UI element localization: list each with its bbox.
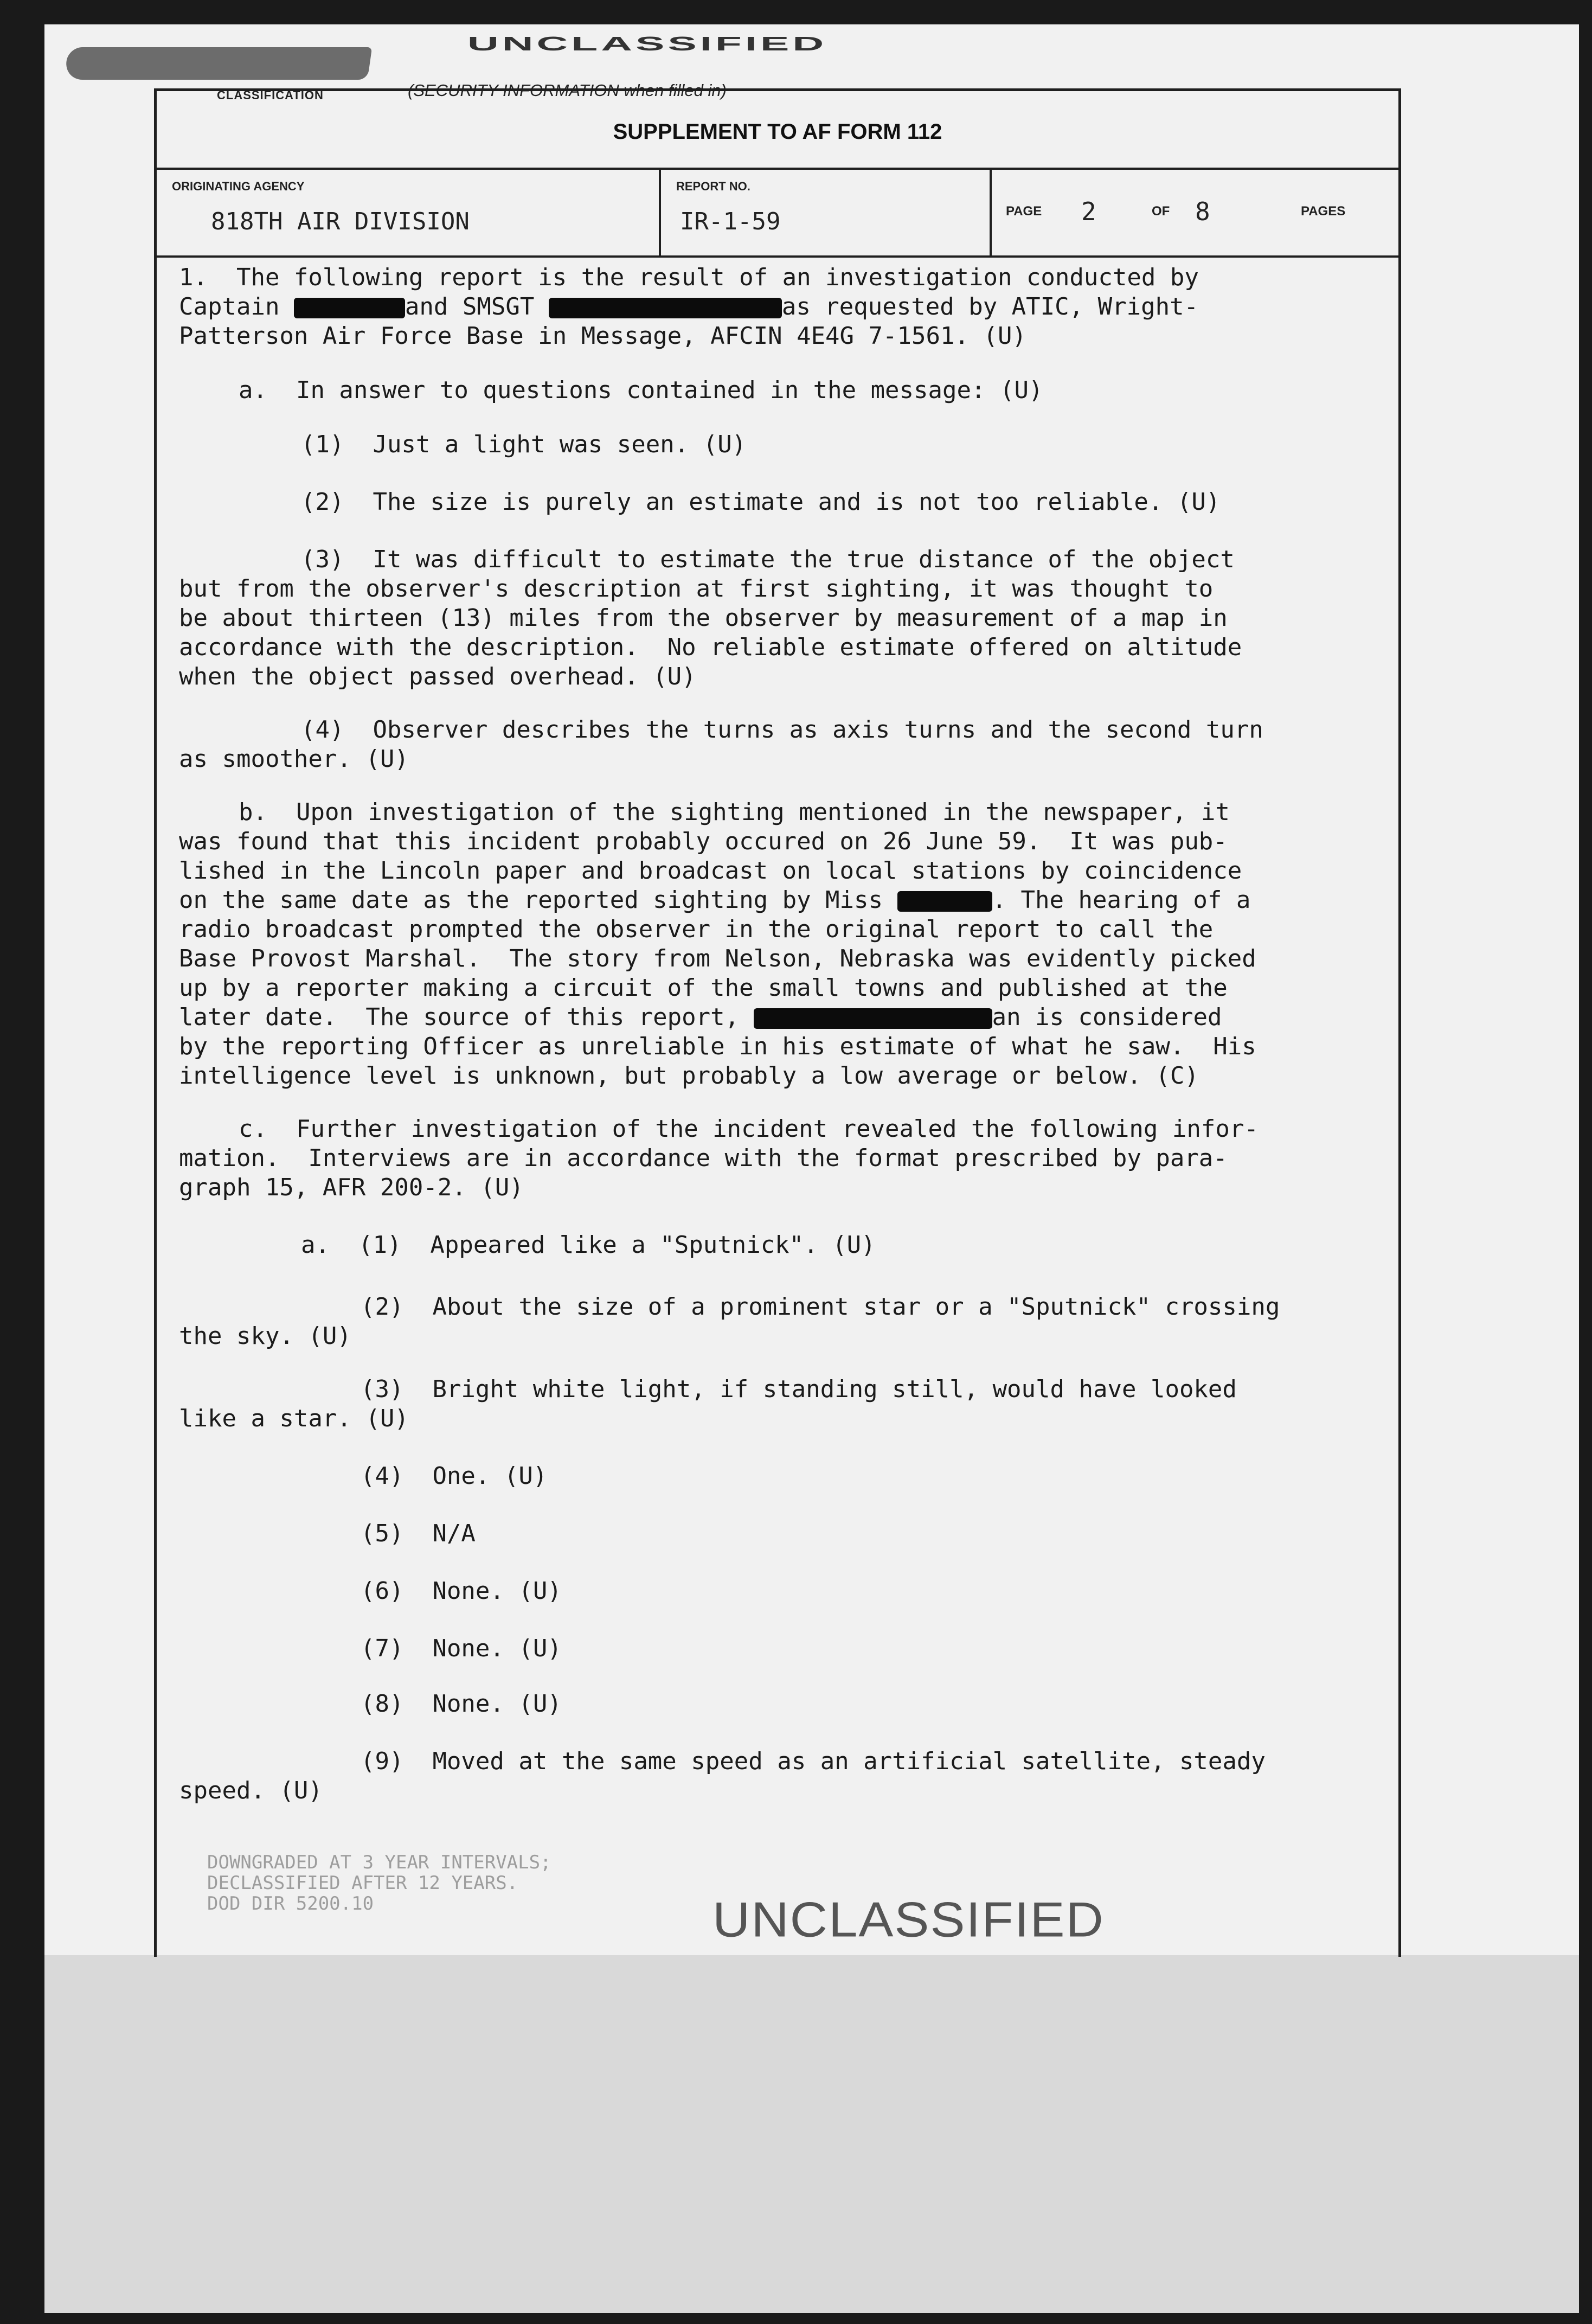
report-body — [179, 263, 1383, 1806]
downgrade-stamp — [207, 1852, 551, 1914]
redaction — [549, 298, 782, 318]
item-c-a7: (7) None. (U) — [361, 1635, 562, 1662]
item-a-intro: a. In answer to questions contained in the message: (U) — [239, 376, 1043, 404]
item-b-line-2: was found that this incident probably occured on 26 June 59. It was pub- — [179, 828, 1228, 855]
pages-label: PAGES — [1301, 204, 1346, 219]
header-scribble — [64, 47, 372, 80]
form-title: SUPPLEMENT TO AF FORM 112 — [157, 91, 1398, 170]
item-b-line-8 — [179, 1003, 1383, 1032]
total-pages: 8 — [1195, 197, 1210, 226]
document-page — [44, 24, 1579, 2313]
item-c-line-1: c. Further investigation of the incident revealed the following infor- — [239, 1115, 1259, 1143]
text-source: later date. The source of this report, — [179, 1003, 754, 1031]
item-c-line-2: mation. Interviews are in accordance with the format prescribed by para- — [179, 1144, 1228, 1172]
item-c-a9-line-1: (9) Moved at the same speed as an artificial satellite, steady — [361, 1747, 1266, 1775]
redaction — [897, 891, 992, 912]
item-b-line-3: lished in the Lincoln paper and broadcast on local stations by coincidence — [179, 857, 1242, 885]
redaction — [754, 1008, 992, 1029]
text-captain: Captain — [179, 293, 294, 321]
item-b-line-5: radio broadcast prompted the observer in the original report to call the — [179, 915, 1214, 943]
agency-label: ORIGINATING AGENCY — [172, 180, 305, 193]
page-label: PAGE — [1006, 204, 1042, 219]
item-b-line-10: intelligence level is unknown, but probably a low average or below. (C) — [179, 1062, 1199, 1090]
item-a1: (1) Just a light was seen. (U) — [301, 431, 747, 458]
downgrade-line-2: DECLASSIFIED AFTER 12 YEARS. — [207, 1872, 518, 1894]
text-atic: as requested by ATIC, Wright- — [781, 293, 1199, 321]
originating-agency-cell — [157, 170, 661, 258]
downgrade-line-3: DOD DIR 5200.10 — [207, 1893, 374, 1915]
text-smsgt: and SMSGT — [405, 293, 549, 321]
item-c-a2-line-1: (2) About the size of a prominent star or a "Sputnick" crossing — [361, 1293, 1280, 1321]
item-b-line-7: up by a reporter making a circuit of the small towns and published at the — [179, 974, 1228, 1002]
page-number: 2 — [1081, 197, 1096, 226]
item-b-line-1: b. Upon investigation of the sighting mentioned in the newspaper, it — [239, 798, 1230, 826]
item-c-a3-line-1: (3) Bright white light, if standing still, would have looked — [361, 1375, 1237, 1403]
agency-value: 818TH AIR DIVISION — [211, 208, 470, 235]
page-lower-area — [44, 1955, 1579, 2313]
item-c-line-3: graph 15, AFR 200-2. (U) — [179, 1174, 524, 1201]
item-c-a3-rest: like a star. (U) — [179, 1405, 409, 1432]
item-c-a6: (6) None. (U) — [361, 1577, 562, 1605]
item-c-a2-rest: the sky. (U) — [179, 1322, 351, 1350]
of-label: OF — [1152, 204, 1170, 219]
report-number-cell — [661, 170, 992, 258]
item-b-line-6: Base Provost Marshal. The story from Nelson, Nebraska was evidently picked — [179, 945, 1256, 972]
para-1-line-3: Patterson Air Force Base in Message, AFCIN 4E4G 7-1561. (U) — [179, 322, 1026, 350]
item-a3-rest: but from the observer's description at first sighting, it was thought to be about thirteen (13) miles from the observer by measurement of a map in accordance with the description. No reliable estimate offered on altitude when the object passed overhead. (U) — [179, 575, 1242, 690]
item-c-a8: (8) None. (U) — [361, 1690, 562, 1718]
item-b-line-4 — [179, 886, 1383, 915]
text-hearing: . The hearing of a — [992, 886, 1251, 914]
item-c-a4: (4) One. (U) — [361, 1462, 548, 1490]
item-a3-line-1: (3) It was difficult to estimate the true distance of the object — [301, 546, 1235, 573]
redaction — [294, 298, 405, 318]
item-b-line-9: by the reporting Officer as unreliable in his estimate of what he saw. His — [179, 1033, 1256, 1060]
classification-label: CLASSIFICATION — [217, 88, 324, 102]
report-label: REPORT NO. — [676, 180, 750, 193]
item-c-a9-rest: speed. (U) — [179, 1777, 323, 1804]
downgrade-line-1: DOWNGRADED AT 3 YEAR INTERVALS; — [207, 1852, 551, 1873]
unclassified-stamp: UNCLASSIFIED — [712, 1892, 1105, 1948]
item-c-a1: a. (1) Appeared like a "Sputnick". (U) — [301, 1231, 876, 1259]
item-c-a5: (5) N/A — [361, 1520, 476, 1547]
para-1-line-1: 1. The following report is the result of an investigation conducted by — [179, 264, 1199, 291]
page-count-cell — [992, 170, 1398, 258]
header-classification-stamp: UNCLASSIFIED — [467, 33, 827, 55]
item-a4-rest: as smoother. (U) — [179, 745, 409, 773]
item-a2: (2) The size is purely an estimate and is not too reliable. (U) — [301, 488, 1221, 516]
para-1-line-2 — [179, 292, 1383, 322]
report-value: IR-1-59 — [680, 208, 781, 235]
item-a4-line-1: (4) Observer describes the turns as axis turns and the second turn — [301, 716, 1263, 744]
text-considered: an is considered — [992, 1003, 1222, 1031]
text-miss: on the same date as the reported sighting by Miss — [179, 886, 897, 914]
security-note: (SECURITY INFORMATION when filled in) — [408, 81, 727, 100]
